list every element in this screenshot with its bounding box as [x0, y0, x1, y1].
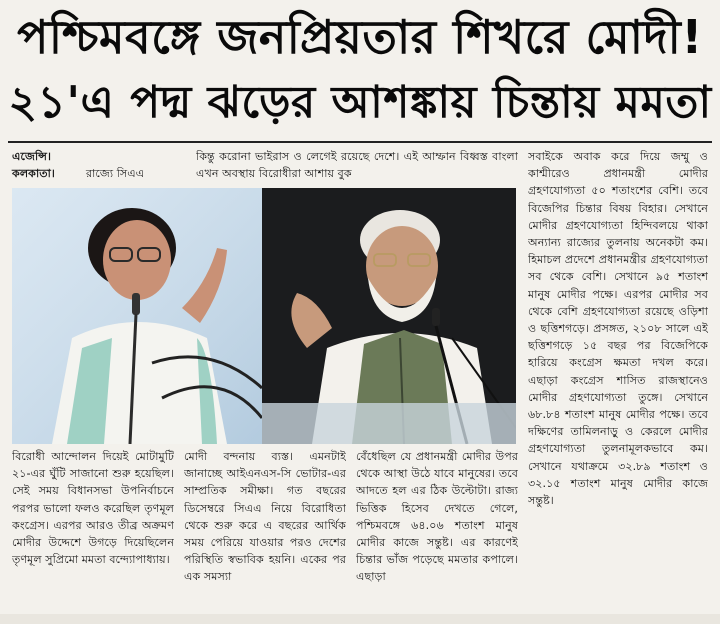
bottom-column-3	[356, 448, 518, 608]
city-label: কলকাতা।	[12, 167, 55, 181]
top-text-col1-line: রাজ্যে সিএএ	[86, 167, 145, 180]
top-text-col2	[196, 148, 518, 184]
page-bottom-strip	[0, 614, 720, 624]
top-text-col1	[86, 165, 186, 182]
headline-block	[0, 0, 720, 140]
agency-label: এজেন্সি।	[12, 150, 52, 163]
bottom-column-paragraph: বিরোধী আন্দোলন দিয়েই মোটামুটি ২১-এর ঘুঁটি সাজানো শুরু হয়েছিল। সেই সময় বিধানসভা উপনির্বাচনে পরপর ভালো ফলও করেছিল তৃণমূল কংগ্রেস। এরপর আরও তীব্র অক্রমণ মোদীর উদ্দেশে উগড়ে দিয়েছিলেন তৃণমূল সুপ্রিমো মমতা বন্দ্যোপাধ্যায়।	[12, 450, 174, 567]
narendra-modi-photo	[262, 188, 516, 444]
bottom-column-paragraph: বেঁধেছিল যে প্রধানমন্ত্রী মোদীর উপর থেকে আস্থা উঠে যাবে মানুষের। তবে আদতে হল এর ঠিক উল্টোটা। রাজ্য ভিত্তিক হিসেব দেখতে গেলে, পশ্চিমবঙ্গে ৬৪.০৬ শতাংশ মানুষ মোদীর কাজে সন্তুষ্ট। এর কারণেই চিন্তার ভাঁজ পড়েছে মমতার কপালে। এছাড়া	[356, 450, 518, 584]
bottom-column-2	[184, 448, 346, 608]
top-text-col2-paragraph: কিন্তু করোনা ভাইরাস ও লেগেই রয়েছে দেশে। এই আম্ফান বিধ্বস্ত বাংলা এখন অবস্থায় বিরোধীরা আশায় বুক	[196, 150, 518, 181]
headline-divider	[8, 141, 712, 143]
headline-line-2: ২১'এ পদ্ম ঝড়ের আশঙ্কায় চিন্তায় মমতা	[8, 77, 712, 128]
mamata-banerjee-photo	[12, 188, 262, 444]
right-column-text	[528, 148, 708, 608]
headline-line-1: পশ্চিমবঙ্গে জনপ্রিয়তার শিখরে মোদী!	[17, 10, 703, 64]
bottom-column-1	[12, 448, 174, 608]
right-column-paragraph: সবাইকে অবাক করে দিয়ে জম্মু ও কাশ্মীরেও প্রধানমন্ত্রী মোদীর গ্রহণযোগ্যতা ৫০ শতাংশের বেশি। তবে বিজেপির চিন্তার বিষয় বিহার। সেখানে মোদীর গ্রহণযোগ্যতা হিন্দিবলয়ে থাকা অন্যান্য রাজ্যের তুলনায় অনেকটা কম। হিমাচল প্রদেশে প্রধানমন্ত্রীর গ্রহণযোগ্যতা সব থেকে বেশি। সেখানে ৯৫ শতাংশ মানুষ মোদীর পক্ষে। এরপর মোদীর সব থেকে বেশি গ্রহণযোগ্যতা রয়েছে ওড়িশা ও ছত্তিশগড়ে। প্রসঙ্গত, ২১০৮ সালে এই ছত্তিশগড়ে ১৫ বছর পর বিজেপিকে হারিয়ে কংগ্রেস ক্ষমতা দখল করে। এছাড়া কংগ্রেস শাসিত রাজস্থানেও মোদীর গ্রহণযোগ্যতা তুঙ্গে। সেখানে ৬৮.৮৪ শতাংশ মানুষ মোদীর পক্ষে। তবে দক্ষিণের তামিলনাড়ু ও কেরলে মোদীর গ্রহণযোগ্যতা তুলনামূলকভাবে কম। সেখানে যথাক্রমে ৩২.৮৯ শতাংশ ও ৩২.১৫ শতাংশ মানুষ মোদীর কাজে সন্তুষ্ট।	[528, 150, 708, 508]
bottom-column-paragraph: মোদী বন্দনায় ব্যস্ত। এমনটাই জানাচ্ছে আইএনএস-সি ভোটার-এর সাম্প্রতিক সমীক্ষা। গত বছরের ডিসেম্বরে সিএএ নিয়ে বিরোধিতা থেকে শুরু করে এ বছরের আর্থিক সময় পেরিয়ে যাওয়ার পরও দেশের পরিস্থিতি স্বভাবিক হয়নি। একের পর এক সমস্যা	[184, 450, 346, 584]
leaders-photo	[12, 188, 516, 444]
byline	[12, 148, 76, 182]
